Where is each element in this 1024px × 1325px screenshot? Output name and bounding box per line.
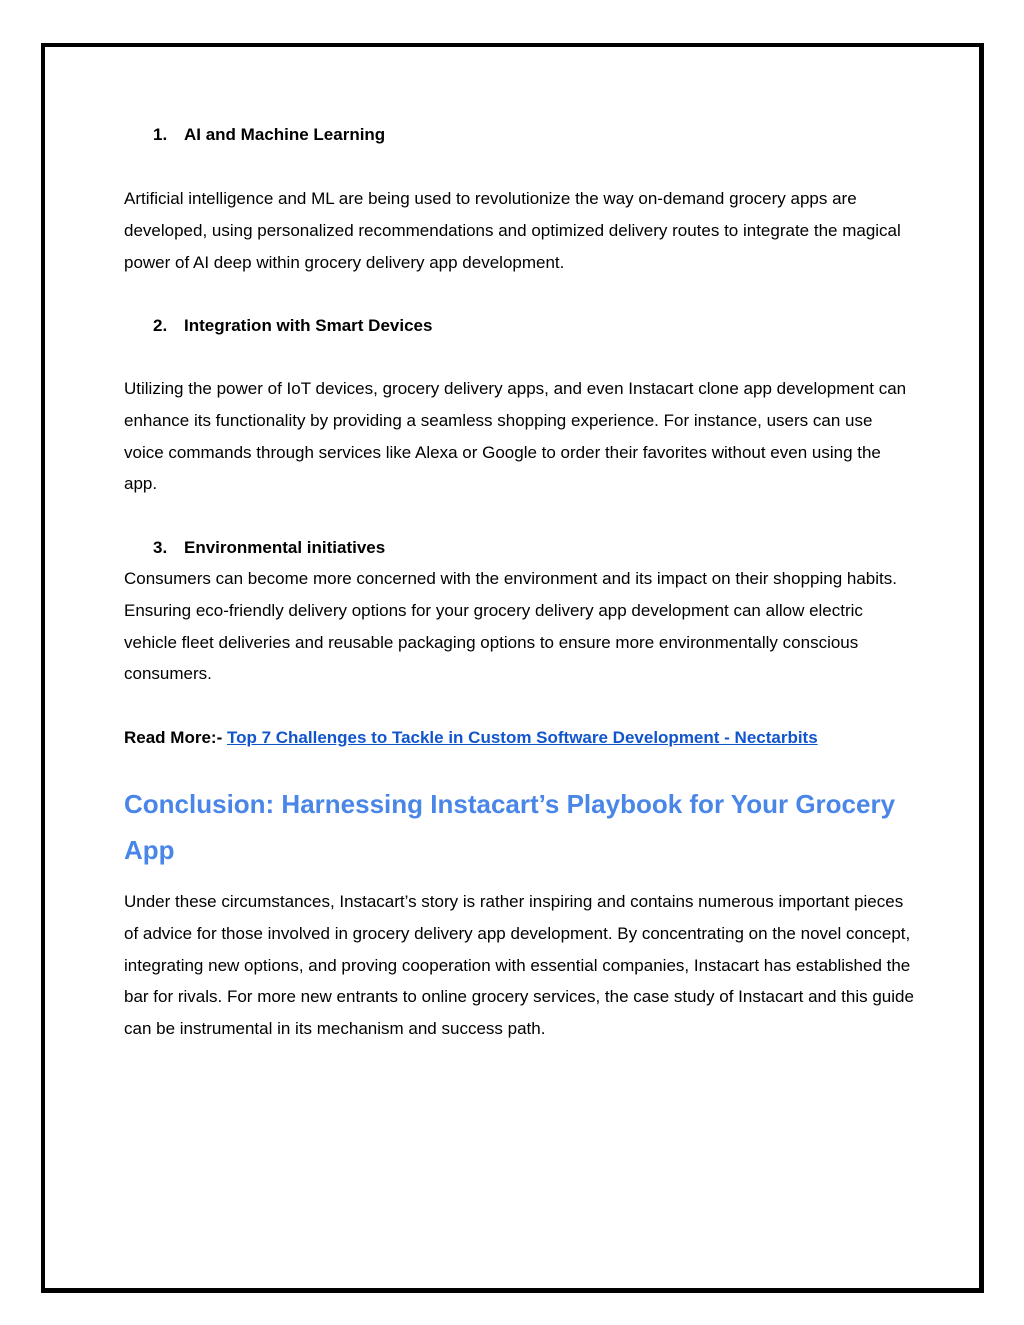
read-more-line xyxy=(124,727,818,749)
list-item-heading-3 xyxy=(153,537,385,559)
paragraph-ai: Artificial intelligence and ML are being used to revolutionize the way on-demand grocery apps are developed, using personalized recommendations and optimized delivery routes to integrate the magical power of AI deep within grocery delivery app development. xyxy=(124,189,901,272)
list-title: Integration with Smart Devices xyxy=(184,316,433,335)
paragraph-environmental: Consumers can become more concerned with the environment and its impact on their shopping habits. Ensuring eco-friendly delivery options for your grocery delivery app development can allow electric vehicle fleet deliveries and reusable packaging options to ensure more environmentally conscious consumers. xyxy=(124,569,897,684)
list-number: 1. xyxy=(153,125,168,144)
conclusion-heading: Conclusion: Harnessing Instacart’s Playbook for Your Grocery App xyxy=(124,789,896,865)
paragraph-smart-devices: Utilizing the power of IoT devices, grocery delivery apps, and even Instacart clone app development can enhance its functionality by providing a seamless shopping experience. For instance, users can use voice commands through services like Alexa or Google to order their favorites without even using the app. xyxy=(124,379,907,494)
read-more-label: Read More:- xyxy=(124,728,223,747)
page-border xyxy=(41,43,984,1293)
list-item-heading-1 xyxy=(153,124,385,146)
paragraph-conclusion: Under these circumstances, Instacart’s story is rather inspiring and contains numerous important pieces of advice for those involved in grocery delivery app development. By concentrating on the novel concept, integrating new options, and proving cooperation with essential companies, Instacart has established the bar for rivals. For more new entrants to online grocery services, the case study of Instacart and this guide can be instrumental in its mechanism and success path. xyxy=(124,892,914,1039)
list-title: Environmental initiatives xyxy=(184,538,386,557)
list-number: 2. xyxy=(153,316,168,335)
list-item-heading-2 xyxy=(153,315,432,337)
read-more-link[interactable]: Top 7 Challenges to Tackle in Custom Software Development - Nectarbits xyxy=(226,728,818,747)
list-number: 3. xyxy=(153,538,168,557)
list-title: AI and Machine Learning xyxy=(184,125,386,144)
